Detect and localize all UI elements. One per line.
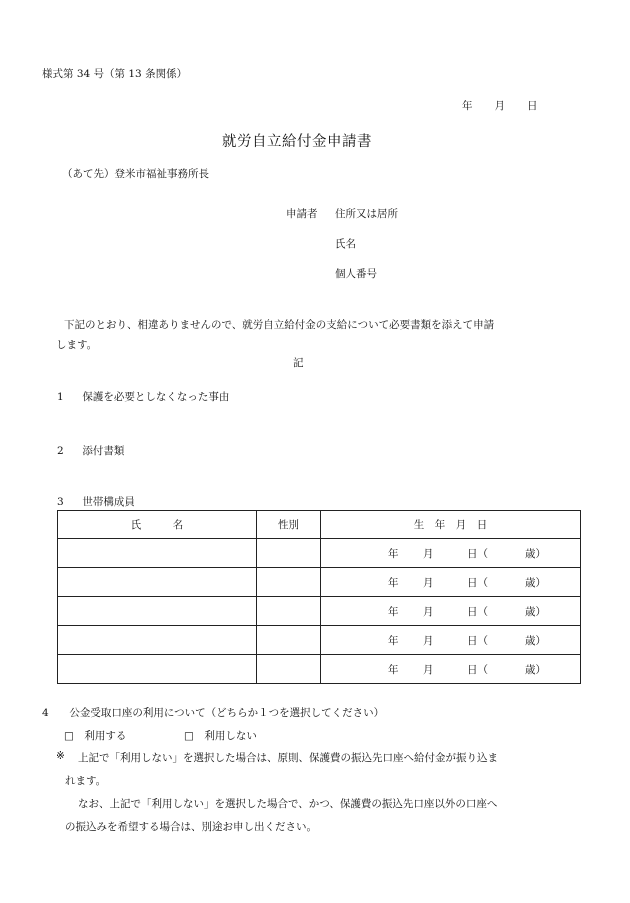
dob-age-label: 歳） bbox=[525, 635, 546, 647]
form-number: 様式第 34 号（第 13 条関係） bbox=[42, 68, 188, 80]
option-not-use-account[interactable]: □ 利用しない bbox=[184, 730, 257, 742]
member-dob-cell[interactable] bbox=[321, 655, 581, 684]
member-dob-cell[interactable] bbox=[321, 597, 581, 626]
dob-age-label: 歳） bbox=[525, 606, 546, 618]
member-gender-cell[interactable] bbox=[257, 597, 321, 626]
section-2-label: 添付書類 bbox=[82, 445, 125, 457]
member-gender-cell[interactable] bbox=[257, 539, 321, 568]
header-name: 氏 名 bbox=[58, 511, 257, 539]
member-name-cell[interactable] bbox=[58, 568, 257, 597]
note-line4: の振込みを希望する場合は、別途お申し出ください。 bbox=[65, 821, 317, 833]
note-line1: 上記で「利用しない」を選択した場合は、原則、保護費の振込先口座へ給付金が振り込ま bbox=[78, 752, 498, 764]
note-mark: ※ bbox=[56, 750, 65, 762]
member-name-cell[interactable] bbox=[58, 626, 257, 655]
section-4-number: 4 bbox=[42, 707, 49, 719]
member-gender-cell[interactable] bbox=[257, 655, 321, 684]
member-gender-cell[interactable] bbox=[257, 626, 321, 655]
dob-day-label: 日（ bbox=[467, 664, 488, 676]
member-dob-cell[interactable] bbox=[321, 539, 581, 568]
dob-month-label: 月 bbox=[423, 664, 434, 676]
dob-month-label: 月 bbox=[423, 635, 434, 647]
member-name-cell[interactable] bbox=[58, 655, 257, 684]
dob-age-label: 歳） bbox=[525, 664, 546, 676]
applicant-label: 申請者 bbox=[286, 208, 318, 220]
section-3-number: 3 bbox=[57, 496, 64, 508]
table-row bbox=[58, 568, 581, 597]
dob-year-label: 年 bbox=[388, 635, 399, 647]
ki-heading: 記 bbox=[293, 357, 304, 369]
table-row bbox=[58, 597, 581, 626]
dob-year-label: 年 bbox=[388, 548, 399, 560]
member-name-cell[interactable] bbox=[58, 597, 257, 626]
page-title: 就労自立給付金申請書 bbox=[222, 134, 372, 150]
table-header-row bbox=[58, 511, 581, 539]
address-field-label: 住所又は居所 bbox=[335, 208, 398, 220]
name-field-label: 氏名 bbox=[335, 238, 356, 250]
section-4-label: 公金受取口座の利用について（どちらか１つを選択してください） bbox=[69, 707, 385, 719]
dob-year-label: 年 bbox=[388, 606, 399, 618]
dob-day-label: 日（ bbox=[467, 548, 488, 560]
section-4-heading bbox=[42, 705, 384, 720]
dob-month-label: 月 bbox=[423, 548, 434, 560]
section-1-label: 保護を必要としなくなった事由 bbox=[82, 391, 230, 403]
dob-year-label: 年 bbox=[388, 664, 399, 676]
member-dob-cell[interactable] bbox=[321, 568, 581, 597]
table-row bbox=[58, 655, 581, 684]
note-line3: なお、上記で「利用しない」を選択した場合で、かつ、保護費の振込先口座以外の口座へ bbox=[78, 798, 498, 810]
date-line bbox=[462, 98, 538, 113]
dob-month-label: 月 bbox=[423, 606, 434, 618]
date-year-label: 年 bbox=[462, 100, 473, 112]
intro-text-line1: 下記のとおり、相違ありませんので、就労自立給付金の支給について必要書類を添えて申請 bbox=[64, 319, 495, 331]
table-row bbox=[58, 626, 581, 655]
section-2-heading bbox=[57, 443, 124, 458]
dob-month-label: 月 bbox=[423, 577, 434, 589]
dob-age-label: 歳） bbox=[525, 548, 546, 560]
section-3-heading bbox=[57, 494, 135, 509]
dob-age-label: 歳） bbox=[525, 577, 546, 589]
member-gender-cell[interactable] bbox=[257, 568, 321, 597]
addressee: （あて先）登米市福祉事務所長 bbox=[62, 168, 209, 180]
member-dob-cell[interactable] bbox=[321, 626, 581, 655]
header-gender: 性別 bbox=[257, 511, 321, 539]
date-month-label: 月 bbox=[494, 100, 505, 112]
dob-day-label: 日（ bbox=[467, 635, 488, 647]
intro-text-line2: します。 bbox=[56, 339, 98, 351]
table-row bbox=[58, 539, 581, 568]
household-members-table bbox=[57, 510, 581, 684]
note-line2: れます。 bbox=[65, 775, 107, 787]
section-1-heading bbox=[57, 389, 229, 404]
option-use-account[interactable]: □ 利用する bbox=[64, 730, 127, 742]
section-1-number: 1 bbox=[57, 391, 64, 403]
dob-day-label: 日（ bbox=[467, 577, 488, 589]
member-name-cell[interactable] bbox=[58, 539, 257, 568]
header-dob: 生 年 月 日 bbox=[321, 511, 581, 539]
dob-year-label: 年 bbox=[388, 577, 399, 589]
section-3-label: 世帯構成員 bbox=[82, 496, 135, 508]
id-number-field-label: 個人番号 bbox=[335, 268, 377, 280]
section-2-number: 2 bbox=[57, 445, 64, 457]
date-day-label: 日 bbox=[527, 100, 538, 112]
dob-day-label: 日（ bbox=[467, 606, 488, 618]
